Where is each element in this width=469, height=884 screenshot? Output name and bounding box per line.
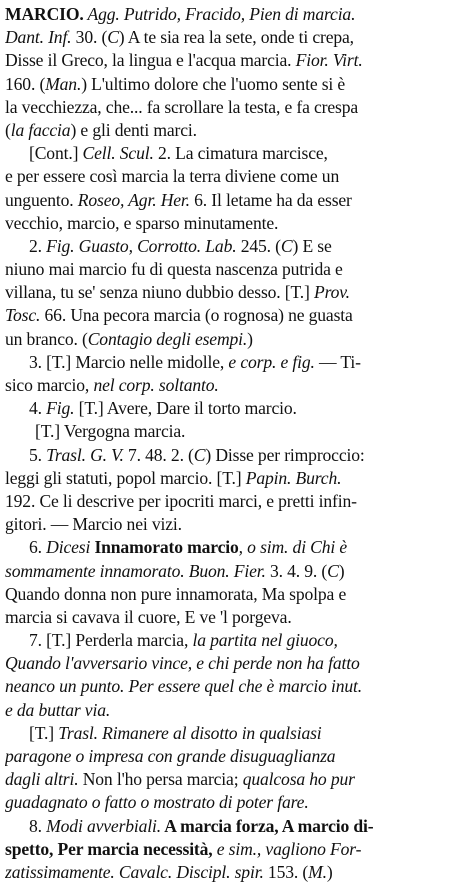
italic-text: Rimanere al disotto in qualsiasi (97, 722, 322, 743)
italic-text: e da buttar via. (5, 699, 111, 720)
italic-text: e sim., vagliono For- (212, 838, 362, 859)
text-segment: ) (338, 560, 345, 581)
text-segment: leggi gli statuti, popol marcio. [T.] (5, 467, 246, 488)
entry-line (5, 397, 463, 420)
italic-text: Man. (45, 73, 82, 94)
entry-line (5, 165, 463, 188)
text-segment: gitori. — Marcio nei vizi. (5, 514, 182, 535)
entry-line (5, 420, 463, 443)
entry-line (5, 722, 463, 745)
italic-text: M. (308, 861, 327, 882)
text-segment: 2. (29, 235, 47, 256)
entry-line (5, 281, 463, 304)
italic-text: Modi avverbiali. (46, 815, 162, 836)
text-segment: 4. (29, 398, 47, 419)
text-segment: niuno mai marcio fu di questa nascenza putrida e (5, 259, 343, 280)
text-segment: la vecchiezza, che... fa scrollare la testa, e fa crespa (5, 96, 359, 117)
entry-line (5, 212, 463, 235)
entry-line (5, 142, 463, 165)
entry-line (5, 235, 463, 258)
entry-line (5, 861, 463, 884)
entry-line (5, 745, 463, 768)
italic-text: guadagnato o fatto o mostrato di poter fare. (5, 792, 309, 813)
entry-line (5, 583, 463, 606)
italic-text: Contagio degli esempi. (87, 328, 248, 349)
entry-line (5, 699, 463, 722)
italic-text: C (107, 27, 119, 48)
text-segment: Non l'ho persa marcia; (78, 769, 243, 790)
text-segment: ) e gli denti marci. (70, 119, 197, 140)
italic-text: Roseo, Agr. Her. (77, 189, 190, 210)
entry-line (5, 3, 463, 26)
text-segment: unguento. (5, 189, 78, 210)
italic-text: C (193, 444, 206, 465)
text-segment: ) (247, 328, 253, 349)
italic-text: Trasl. (58, 722, 98, 743)
entry-line (5, 768, 463, 791)
text-segment: 3. 4. 9. ( (265, 560, 328, 581)
entry-line (5, 96, 463, 119)
text-segment: ) L'ultimo dolore che l'uomo sente si è (81, 73, 346, 94)
text-segment: 3. [T.] Marcio nelle midolle, (29, 351, 229, 372)
text-segment: [Cont.] (29, 143, 83, 164)
italic-text: , o sim. di Chi è (238, 537, 348, 558)
entry-line (5, 675, 463, 698)
entry-line (5, 304, 463, 327)
italic-text: Trasl. G. V. (46, 444, 124, 465)
italic-text: zatissimamente. Cavalc. Discipl. spir. (5, 861, 264, 882)
italic-text: Fig. (46, 398, 75, 419)
text-segment: [T.] Avere, Dare il torto marcio. (74, 398, 297, 419)
italic-text: Prov. (314, 282, 350, 303)
entry-line (5, 606, 463, 629)
entry-line (5, 73, 463, 96)
text-segment: ) Disse per rimproccio: (205, 444, 365, 465)
italic-text: paragone o impresa con grande disuguaglianza (5, 746, 336, 766)
text-segment: 153. ( (263, 861, 309, 882)
text-segment: 6. (29, 537, 47, 558)
text-segment: [T.] Vergogna marcia. (35, 421, 186, 442)
text-segment: 66. Una pecora marcia (o rognosa) ne guasta (40, 305, 353, 326)
entry-line (5, 652, 463, 675)
entry-line (5, 536, 463, 559)
italic-text: Tosc. (5, 305, 41, 326)
italic-text: Cell. Scul. (82, 143, 154, 164)
text-segment: ) (326, 861, 333, 882)
entry-line (5, 467, 463, 490)
italic-text: neanco un punto. Per essere quel che è marcio inut. (5, 676, 362, 697)
italic-text: nel corp. soltanto. (93, 375, 219, 395)
italic-text: Fig. Guasto, Corrotto. Lab. (46, 235, 237, 256)
italic-text: la partita nel giuoco, (192, 630, 338, 651)
dictionary-entry-marcio (5, 3, 463, 884)
bold-term: spetto, Per marcia necessità, (5, 838, 213, 859)
text-segment: 2. La cimatura marcisce, (153, 143, 328, 164)
text-segment: 192. Ce li descrive per ipocriti marci, e pretti infin- (5, 490, 357, 511)
italic-text: C (280, 235, 293, 256)
entry-line (5, 26, 463, 49)
italic-text: Dicesi (46, 537, 91, 558)
text-segment: e per essere così marcia la terra diviene come un (5, 166, 340, 187)
text-segment: 7. 48. 2. ( (123, 444, 194, 465)
entry-line (5, 629, 463, 652)
bold-term: Innamorato marcio (90, 537, 239, 558)
bold-term: A marcia forza, A marcio di- (161, 815, 374, 836)
entry-line (5, 513, 463, 536)
italic-text: Papin. Burch. (245, 467, 342, 488)
text-segment: ) E se (292, 235, 332, 256)
text-segment: 30. ( (71, 27, 108, 48)
italic-text: sommamente innamorato. Buon. Fier. (5, 560, 266, 581)
italic-text: la faccia (10, 119, 71, 140)
entry-line (5, 328, 463, 351)
entry-line (5, 490, 463, 513)
text-segment: un branco. ( (5, 328, 88, 349)
entry-line (5, 444, 463, 467)
text-segment: 160. ( (5, 73, 46, 94)
text-segment: ) A te sia rea la sete, onde ti crepa, (118, 27, 354, 48)
text-segment: 7. [T.] Perderla marcia, (29, 630, 193, 651)
text-segment: 6. Il letame ha da esser (189, 189, 352, 210)
italic-text: Fior. Virt. (295, 50, 363, 71)
entry-line (5, 374, 463, 397)
text-segment: vecchio, marcio, e sparso minutamente. (5, 212, 279, 233)
italic-text: C (327, 560, 339, 581)
text-segment: sico marcio, (5, 375, 94, 395)
text-segment: — Ti- (314, 351, 361, 372)
italic-text: dagli altri. (5, 769, 79, 790)
entry-line (5, 258, 463, 281)
text-segment: Quando donna non pure innamorata, Ma spolpa e (5, 583, 347, 604)
entry-line (5, 189, 463, 212)
entry-line (5, 49, 463, 72)
text-segment: ( (5, 119, 11, 140)
entry-line (5, 560, 463, 583)
bold-term: MARCIO. (5, 4, 84, 24)
text-segment: 8. (29, 815, 47, 836)
italic-text: Quando l'avversario vince, e chi perde non ha fatto (5, 653, 360, 674)
italic-text: qualcosa ho pur (242, 769, 355, 790)
text-segment: Disse il Greco, la lingua e l'acqua marcia. (5, 50, 296, 71)
text-segment: 245. ( (236, 235, 281, 256)
entry-line (5, 838, 463, 861)
italic-text: Agg. Putrido, Fracido, Pien di marcia. (83, 4, 356, 24)
italic-text: Dant. Inf. (5, 27, 72, 48)
entry-line (5, 119, 463, 142)
italic-text: e corp. e fig. (228, 351, 315, 372)
entry-line (5, 351, 463, 374)
entry-line (5, 791, 463, 814)
text-segment: [T.] (29, 722, 59, 743)
text-segment: marcia si cavava il cuore, E ve 'l porgeva. (5, 606, 292, 627)
text-segment: 5. (29, 444, 47, 465)
text-segment: villana, tu se' senza niuno dubbio desso. [T.] (5, 282, 314, 303)
entry-line (5, 815, 463, 838)
